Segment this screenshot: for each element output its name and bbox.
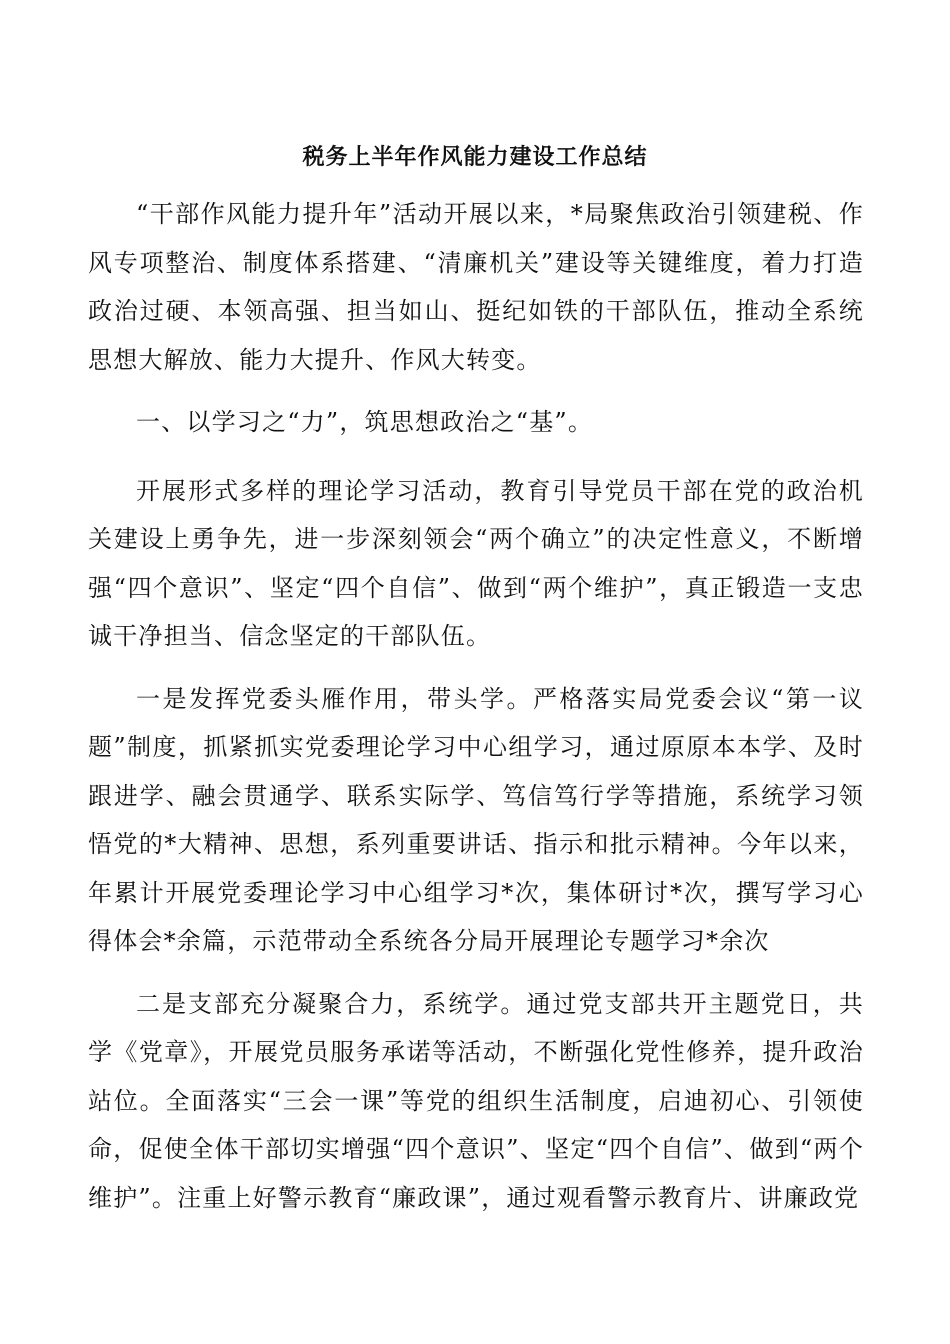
body-paragraph: 一是发挥党委头雁作用，带头学。严格落实局党委会议“第一议题”制度，抓紧抓实党委理论学习中心组学习，通过原原本本学、及时跟进学、融会贯通学、联系实际学、笃信笃行学等措施，系统学习领悟党的*大精神、思想，系列重要讲话、指示和批示精神。今年以来，年累计开展党委理论学习中心组学习*次，集体研讨*次，撰写学习心得体会*余篇，示范带动全系统各分局开展理论专题学习*余次 [88, 684, 864, 955]
section-heading: 一、以学习之“力”，筑思想政治之“基”。 [136, 408, 594, 436]
intro-paragraph: “干部作风能力提升年”活动开展以来，*局聚焦政治引领建税、作风专项整治、制度体系搭建、“清廉机关”建设等关键维度，着力打造政治过硬、本领高强、担当如山、挺纪如铁的干部队伍，推动全系统思想大解放、能力大提升、作风大转变。 [88, 200, 864, 374]
body-paragraph: 二是支部充分凝聚合力，系统学。通过党支部共开主题党日，共学《党章》，开展党员服务承诺等活动，不断强化党性修养，提升政治站位。全面落实“三会一课”等党的组织生活制度，启迪初心、引领使命，促使全体干部切实增强“四个意识”、坚定“四个自信”、做到“两个维护”。注重上好警示教育“廉政课”，通过观看警示教育片、讲廉政党 [88, 989, 864, 1212]
document-body [88, 190, 864, 1236]
body-paragraph: 开展形式多样的理论学习活动，教育引导党员干部在党的政治机关建设上勇争先，进一步深刻领会“两个确立”的决定性意义，不断增强“四个意识”、坚定“四个自信”、做到“两个维护”，真正锻造一支忠诚干净担当、信念坚定的干部队伍。 [88, 476, 864, 650]
document-title: 税务上半年作风能力建设工作总结 [302, 144, 648, 170]
